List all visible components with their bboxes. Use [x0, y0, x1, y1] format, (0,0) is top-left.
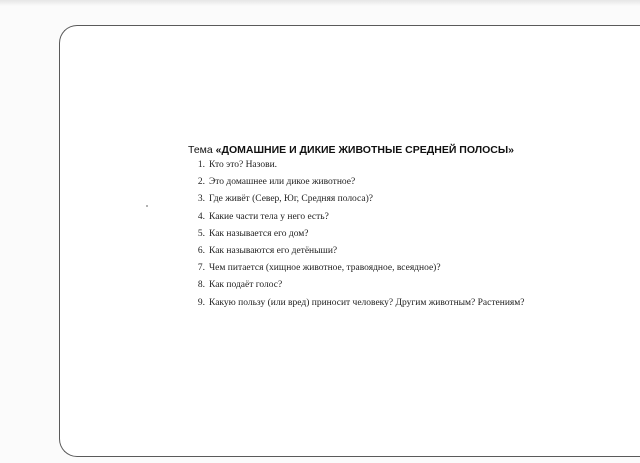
title-prefix: Тема [188, 144, 213, 156]
list-item [188, 280, 568, 291]
title-topic: «ДОМАШНИЕ И ДИКИЕ ЖИВОТНЫЕ СРЕДНЕЙ ПОЛОСЫ» [215, 144, 514, 156]
question-text: Как называются его детёныши? [209, 245, 338, 256]
question-text: Какие части тела у него есть? [209, 211, 329, 222]
list-item [188, 229, 568, 240]
question-text: Кто это? Назови. [209, 160, 278, 170]
question-number: 4. [197, 211, 205, 222]
question-number: 7. [197, 263, 205, 274]
worksheet-title [188, 144, 568, 156]
question-text: Как подаёт голос? [209, 280, 283, 291]
list-item [188, 212, 568, 223]
question-number: 1. [197, 160, 205, 170]
list-item [188, 298, 568, 309]
list-item [188, 263, 568, 274]
question-text: Это домашнее или дикое животное? [209, 177, 356, 188]
question-text: Чем питается (хищное животное, травоядное, всеядное)? [209, 263, 441, 274]
question-number: 3. [197, 194, 205, 205]
question-list [188, 160, 568, 309]
question-number: 6. [197, 245, 205, 256]
question-number: 2. [197, 177, 205, 188]
question-text: Где живёт (Север, Юг, Средняя полоса)? [209, 194, 373, 205]
scan-edge [0, 0, 640, 6]
question-number: 9. [197, 297, 205, 308]
worksheet-content [188, 144, 568, 315]
question-text: Как называется его дом? [209, 228, 309, 239]
scan-speck [146, 205, 148, 207]
list-item [188, 246, 568, 257]
question-number: 8. [197, 280, 205, 291]
list-item [188, 194, 568, 205]
list-item [188, 177, 568, 188]
list-item [188, 160, 568, 171]
question-text: Какую пользу (или вред) приносит человеку? Другим животным? Растениям? [209, 297, 525, 308]
question-number: 5. [197, 228, 205, 239]
